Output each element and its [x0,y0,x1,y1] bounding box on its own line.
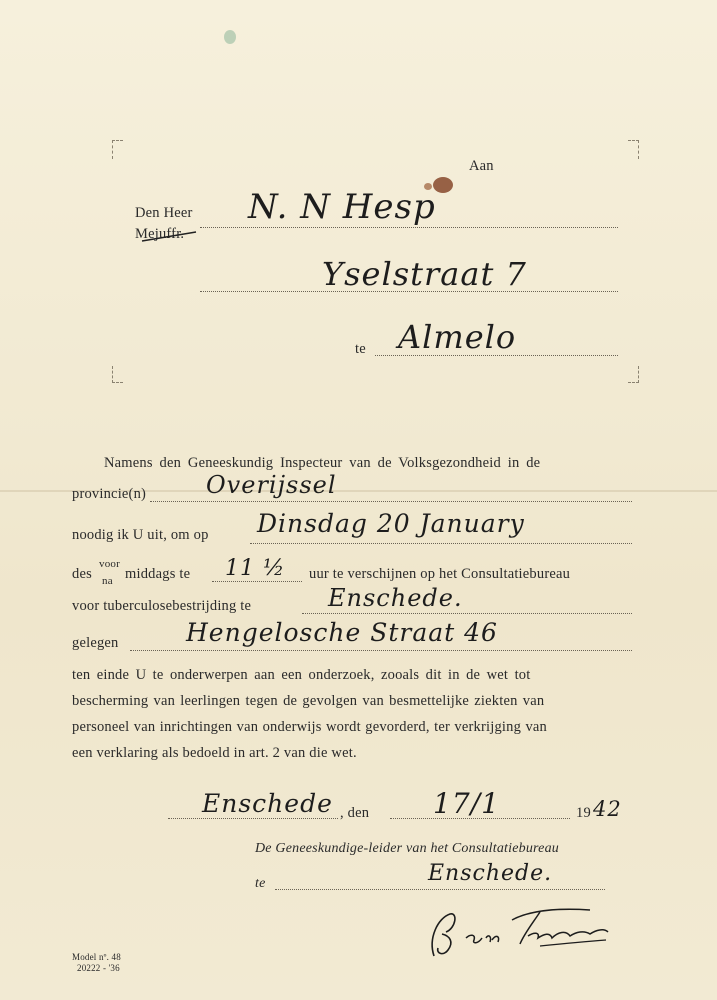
year-prefix: 19 [576,805,591,821]
tbc-label: voor tuberculosebestrijding te [72,598,252,614]
footer-te-value: Enschede. [428,861,553,886]
date-value: 17/1 [433,787,500,820]
corner-mark-tr [628,140,639,159]
provincie-value: Overijssel [206,471,337,499]
day-line [250,543,632,544]
corner-mark-tl [112,140,123,159]
gelegen-line [130,650,632,651]
signature [420,898,620,968]
green-stain [224,30,236,44]
leider-title: De Geneeskundige-leider van het Consultatiebureau [255,841,559,856]
gelegen-value: Hengelosche Straat 46 [186,618,498,647]
noodig-label: noodig ik U uit, om op [72,527,209,543]
provincie-line [150,501,632,502]
mejuffr-label: Mejuffr. [135,226,185,242]
den-heer-label: Den Heer [135,205,193,221]
recipient-city: Almelo [398,318,517,356]
tbc-place-line [302,613,632,614]
corner-mark-br [628,366,639,383]
tbc-place-value: Enschede. [328,584,463,612]
dateline-place-line [168,818,338,819]
time-line [212,581,302,582]
body-para-1: ten einde U te onderwerpen aan een onderzoek, zooals dit in de wet tot [72,667,531,683]
mejuffr-strikethrough [140,228,200,244]
dateline-place: Enschede [202,789,333,818]
des-label: des [72,566,92,582]
middags-label: middags te [125,566,191,582]
recipient-street: Yselstraat 7 [322,255,527,293]
brown-stain [433,177,453,193]
body-para-4: een verklaring als bedoeld in art. 2 van die wet. [72,745,357,761]
provincie-label: provincie(n) [72,486,147,502]
na-label: na [102,575,113,587]
uur-text: uur te verschijnen op het Consultatiebureau [309,566,571,582]
address-te-label: te [355,341,366,357]
den-label: , den [340,805,370,821]
aan-label: Aan [469,158,494,174]
recipient-name: N. N Hesp [248,187,436,227]
corner-mark-bl [112,366,123,383]
model-line-2: 20222 - '36 [77,963,120,973]
body-para-3: personeel van inrichtingen van onderwijs wordt gevorderd, ter verkrijging van [72,719,547,735]
body-line-1: Namens den Geneeskundig Inspecteur van de Volksgezondheid in de [104,455,541,471]
day-value: Dinsdag 20 January [257,509,525,538]
time-value: 11 ½ [225,556,286,581]
model-line-1: Model nº. 48 [72,952,121,962]
voor-label: voor [99,558,120,570]
footer-te-line [275,889,605,890]
footer-te-label: te [255,876,266,891]
body-para-2: bescherming van leerlingen tegen de gevolgen van besmettelijke ziekten van [72,693,545,709]
year-value: 42 [593,797,622,821]
name-line [200,227,618,228]
gelegen-label: gelegen [72,635,119,651]
